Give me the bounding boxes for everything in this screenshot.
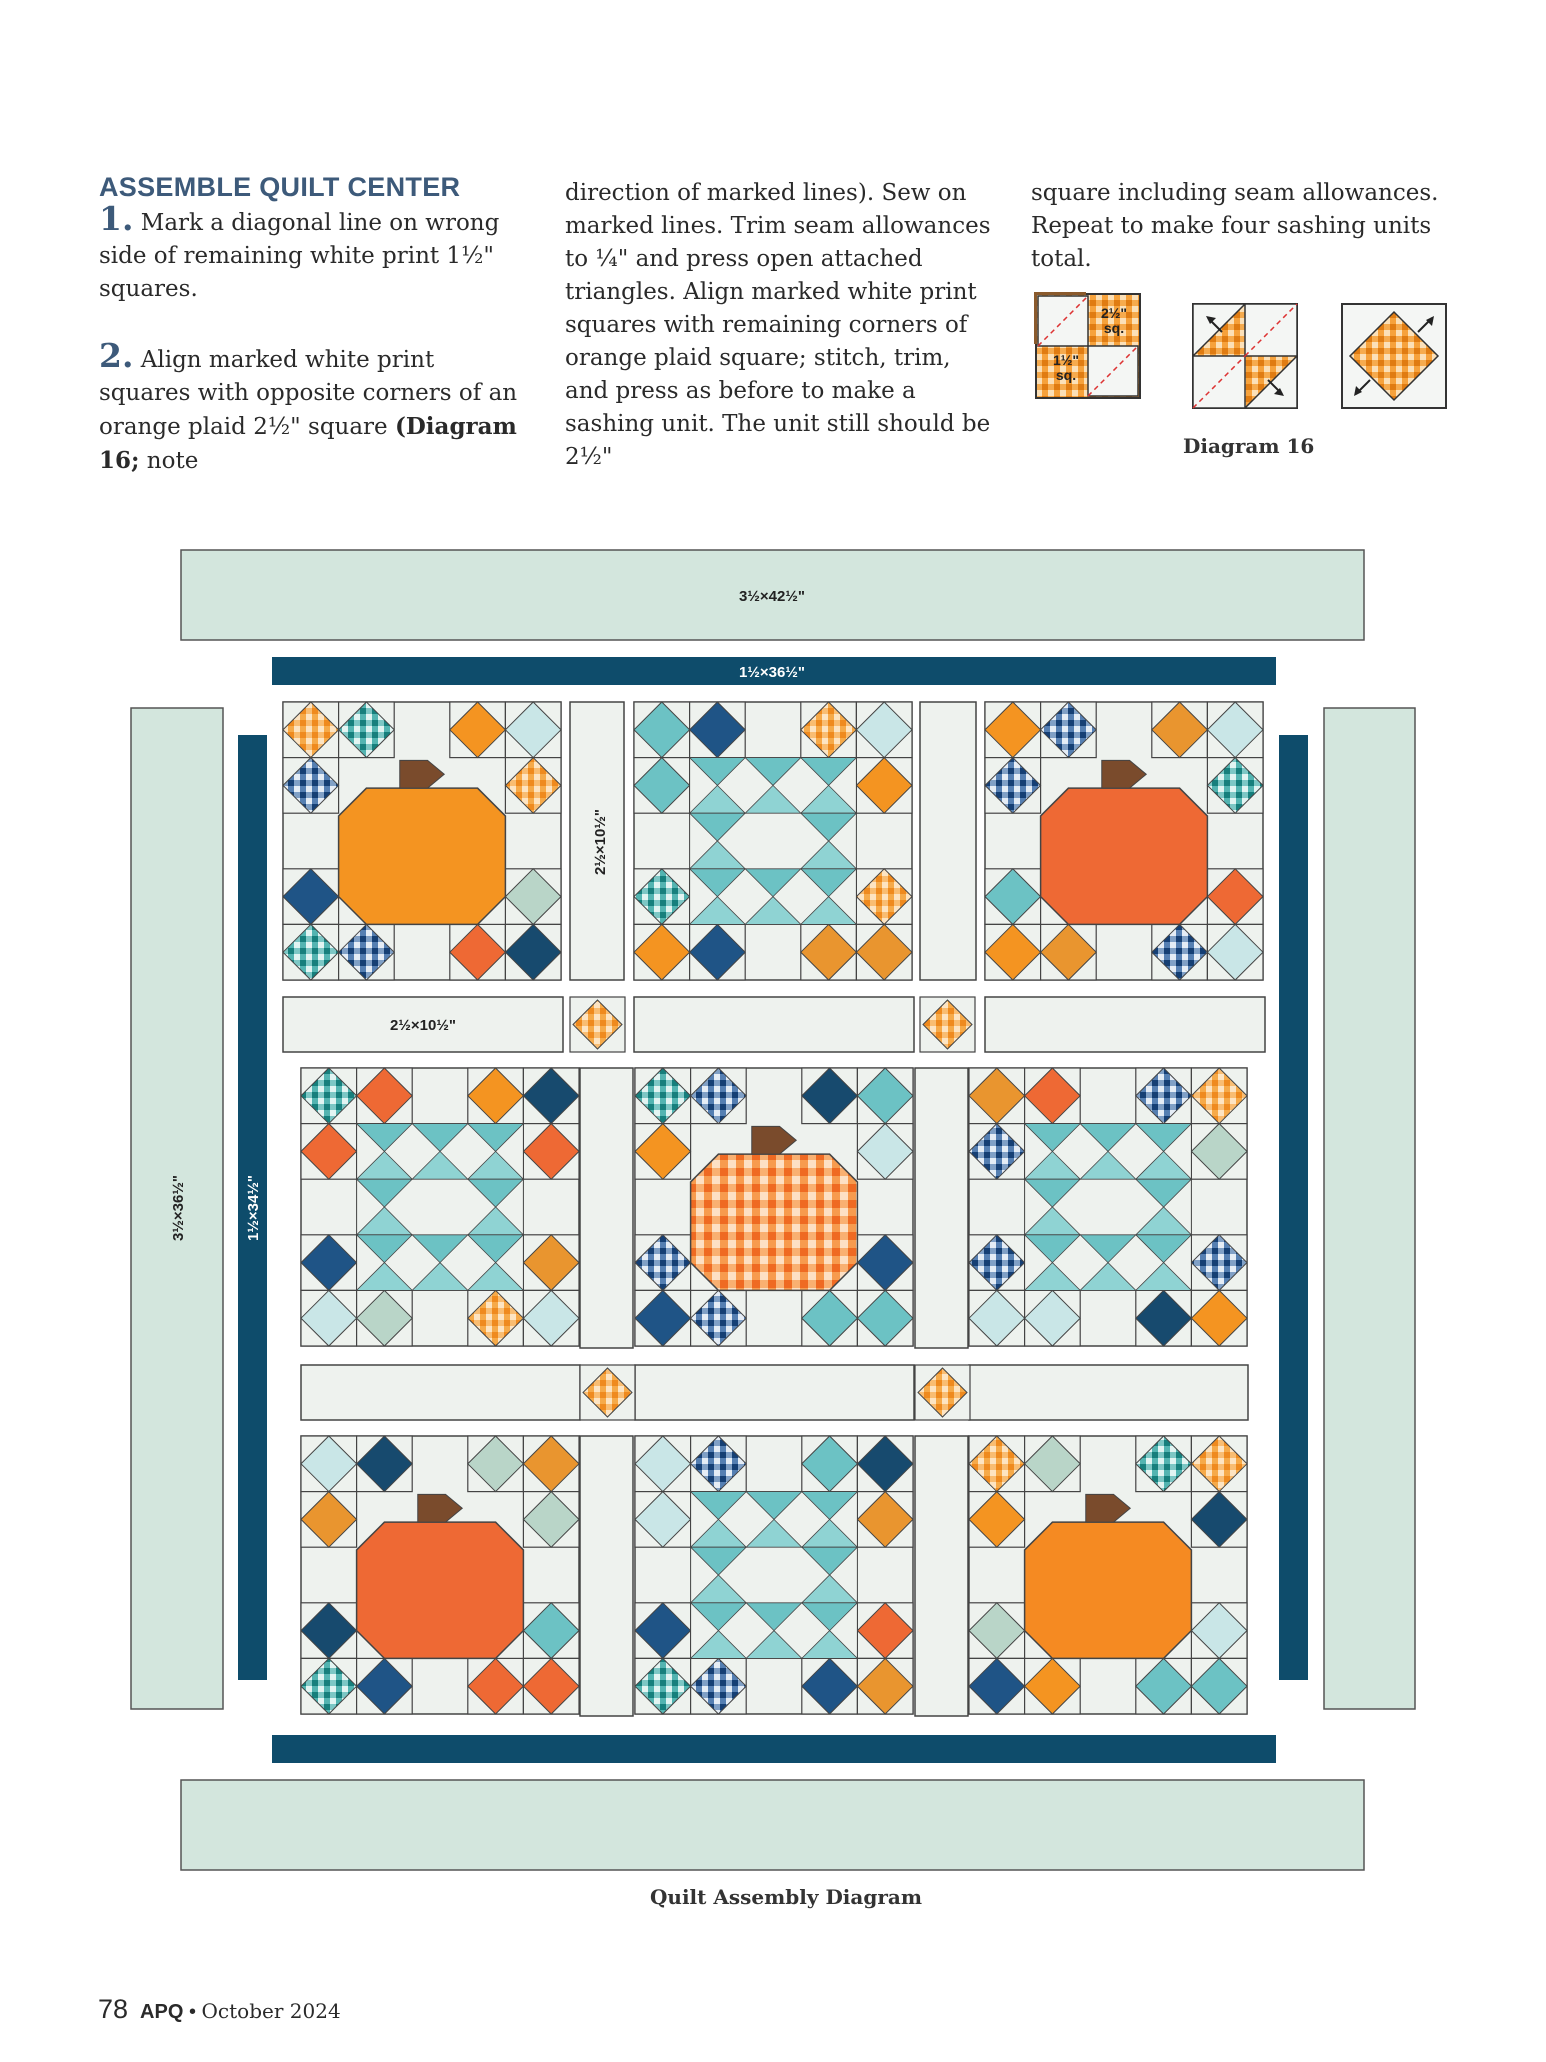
- column-3-text: square including seam allowances. Repeat to make four sashing units total.: [1031, 180, 1439, 272]
- block-r2c2-pumpkin: [691, 1154, 858, 1290]
- sash-vertical-3a: [580, 1436, 633, 1716]
- sash-vertical-1b: [920, 702, 976, 980]
- right-inner-border: [1279, 735, 1308, 1680]
- sash-horizontal-2c: [969, 1365, 1248, 1420]
- sash-horizontal-1b: [634, 997, 914, 1052]
- magazine-name: APQ: [140, 2001, 184, 2023]
- step-2-number: 2.: [99, 336, 134, 375]
- block-r1c1-pumpkin: [339, 788, 506, 924]
- column-2-text: direction of marked lines). Sew on marked lines. Trim seam allowances to ¼" and press open attached triangles. Align marked white print squares with remaining corners of orange plaid square; stitch, trim, and press as before to make a sashing unit. The unit still should be 2½": [565, 180, 991, 470]
- quilt-assembly-caption: Quilt Assembly Diagram: [650, 1885, 922, 1909]
- section-heading: ASSEMBLE QUILT CENTER: [99, 172, 461, 202]
- step-2-bold: (Diagram 16;: [99, 413, 517, 474]
- right-outer-border: [1324, 708, 1415, 1709]
- footer-separator: •: [188, 2001, 196, 2023]
- block-r1c3-pumpkin: [1041, 788, 1208, 924]
- step-2-text-post: note: [139, 448, 199, 474]
- label-small-size: 1½": [1052, 352, 1080, 368]
- label-small-unit: sq.: [1055, 367, 1077, 383]
- top-outer-border-label: 3½×42½": [739, 588, 805, 605]
- block-r3c1-pumpkin: [357, 1522, 524, 1658]
- bottom-outer-border: [181, 1780, 1364, 1870]
- block-r3c3-pumpkin: [1025, 1522, 1192, 1658]
- top-inner-border-label: 1½×36½": [739, 664, 805, 681]
- sash-vertical-2a: [580, 1068, 633, 1348]
- bottom-inner-border: [272, 1735, 1276, 1763]
- step-1-text: Mark a diagonal line on wrong side of remaining white print 1½" squares.: [99, 210, 500, 302]
- label-large-size: 2½": [1100, 305, 1128, 321]
- left-outer-border-label: 3½×36½": [170, 1175, 187, 1241]
- sash-vertical-label: 2½×10½": [592, 809, 609, 875]
- sash-vertical-2b: [915, 1068, 968, 1348]
- left-inner-border-label: 1½×34½": [245, 1175, 262, 1241]
- step-2-text: Align marked white print squares with opposite corners of an orange plaid 2½" square: [99, 347, 518, 440]
- sash-horizontal-label: 2½×10½": [390, 1017, 456, 1034]
- issue-date: October 2024: [201, 1999, 341, 2023]
- page-number: 78: [98, 1994, 129, 2024]
- page-footer: [98, 1994, 341, 2025]
- sash-horizontal-1c: [985, 997, 1265, 1052]
- label-large-unit: sq.: [1103, 320, 1125, 336]
- sash-horizontal-2b: [635, 1365, 914, 1420]
- step-1-number: 1.: [99, 199, 134, 238]
- sash-vertical-3b: [915, 1436, 968, 1716]
- diagram-16-caption: Diagram 16: [1183, 434, 1315, 458]
- sash-horizontal-2a: [301, 1365, 580, 1420]
